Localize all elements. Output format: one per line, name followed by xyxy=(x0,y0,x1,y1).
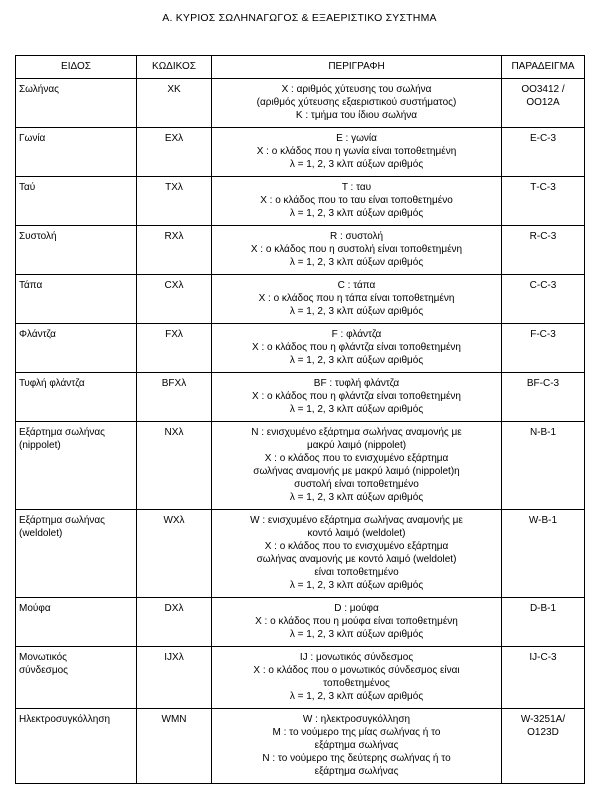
cell-code: RΧλ xyxy=(137,226,212,275)
cell-description-line: Χ : ο κλάδος που το ενισχυμένο εξάρτημα xyxy=(264,453,449,464)
cell-type-line: Φλάντζα xyxy=(19,329,56,340)
cell-type xyxy=(16,373,137,422)
cell-code: WΧλ xyxy=(137,510,212,598)
cell-description-line: Τ : ταυ xyxy=(341,182,372,193)
cell-description-line: σωλήνας αναμονής με μακρύ λαιμό (nippolet)η xyxy=(253,466,460,477)
cell-code: ΕΧλ xyxy=(137,128,212,177)
cell-description-line: Χ : ο κλάδος που η μούφα είναι τοποθετημένη xyxy=(255,616,458,627)
cell-type xyxy=(16,128,137,177)
cell-example-line: BF-C-3 xyxy=(526,378,560,389)
cell-code: BFΧλ xyxy=(137,373,212,422)
cell-description-line: λ = 1, 2, 3 κλπ αύξων αριθμός xyxy=(289,629,424,640)
cell-example-line: Ε-C-3 xyxy=(529,133,557,144)
cell-example-line: W-Β-1 xyxy=(528,515,558,526)
cell-type-line: Εξάρτημα σωλήνας xyxy=(19,427,105,438)
cell-example xyxy=(502,275,585,324)
cell-description-line: Χ : ο κλάδος που η φλάντζα είναι τοποθετημένη xyxy=(252,342,461,353)
cell-description xyxy=(212,647,502,709)
cell-description-line: W : ηλεκτροσυγκόλληση xyxy=(302,714,411,725)
table-row xyxy=(16,226,585,275)
cell-type-line: Ταύ xyxy=(19,182,36,193)
cell-type xyxy=(16,709,137,784)
cell-example xyxy=(502,324,585,373)
cell-type-line: Σωλήνας xyxy=(19,84,59,95)
cell-description xyxy=(212,275,502,324)
column-header-example: ΠΑΡΑΔΕΙΓΜΑ xyxy=(502,56,585,79)
cell-description xyxy=(212,510,502,598)
cell-example xyxy=(502,177,585,226)
cell-example-line: W-3251A/ xyxy=(520,714,566,725)
table-row xyxy=(16,128,585,177)
cell-example xyxy=(502,79,585,128)
cell-description xyxy=(212,128,502,177)
cell-example xyxy=(502,422,585,510)
cell-description-line: Ε : γωνία xyxy=(336,133,377,144)
cell-description-line: Χ : ο κλάδος που το ενισχυμένο εξάρτημα xyxy=(264,541,449,552)
cell-description-line: Χ : ο κλάδος που η φλάντζα είναι τοποθετημένη xyxy=(252,391,461,402)
table-row xyxy=(16,510,585,598)
cell-description-line: BF : τυφλή φλάντζα xyxy=(313,378,400,389)
cell-example-line: IJ-C-3 xyxy=(529,652,557,663)
cell-description-line: λ = 1, 2, 3 κλπ αύξων αριθμός xyxy=(289,306,424,317)
cell-type xyxy=(16,226,137,275)
cell-example xyxy=(502,510,585,598)
cell-description-line: τοποθετημένος xyxy=(323,678,390,689)
cell-type-line: Εξάρτημα σωλήνας xyxy=(19,515,105,526)
cell-description xyxy=(212,79,502,128)
cell-description xyxy=(212,177,502,226)
fittings-code-table xyxy=(15,55,585,784)
cell-description-line: Χ : αριθμός χύτευσης του σωλήνα xyxy=(281,84,432,95)
cell-example-line: D-B-1 xyxy=(529,603,557,614)
cell-code: ΤΧλ xyxy=(137,177,212,226)
column-header-description: ΠΕΡΙΓΡΑΦΗ xyxy=(212,56,502,79)
table-row xyxy=(16,79,585,128)
cell-example-line: O123D xyxy=(527,727,559,738)
cell-description-line: λ = 1, 2, 3 κλπ αύξων αριθμός xyxy=(289,580,424,591)
cell-example xyxy=(502,709,585,784)
table-header-row xyxy=(16,56,585,79)
cell-description-line: R : συστολή xyxy=(329,231,384,242)
cell-type xyxy=(16,324,137,373)
table-row xyxy=(16,177,585,226)
cell-type-line: Γωνία xyxy=(19,133,46,144)
cell-code: CΧλ xyxy=(137,275,212,324)
cell-code: WMN xyxy=(137,709,212,784)
cell-description xyxy=(212,226,502,275)
cell-description-line: σωλήνας αναμονής με κοντό λαιμό (weldolet) xyxy=(256,554,457,565)
cell-example-line: F-C-3 xyxy=(530,329,556,340)
column-header-code: ΚΩΔΙΚΟΣ xyxy=(137,56,212,79)
cell-type-line: (weldolet) xyxy=(19,528,63,539)
cell-description-line: μακρύ λαιμό (nippolet) xyxy=(306,440,407,451)
cell-code: DΧλ xyxy=(137,598,212,647)
cell-description-line: Χ : ο κλάδος που η τάπα είναι τοποθετημένη xyxy=(258,293,455,304)
cell-example-line: Τ-C-3 xyxy=(530,182,556,193)
cell-description-line: IJ : μονωτικός σύνδεσμος xyxy=(299,652,414,663)
cell-code: IJΧλ xyxy=(137,647,212,709)
cell-description-line: Χ : ο κλάδος που το ταυ είναι τοποθετημένο xyxy=(260,195,453,206)
cell-description xyxy=(212,324,502,373)
table-body xyxy=(16,79,585,784)
table-row xyxy=(16,275,585,324)
cell-description xyxy=(212,422,502,510)
cell-description-line: Χ : ο κλάδος που η συστολή είναι τοποθετημένη xyxy=(250,244,463,255)
cell-description-line: Μ : το νούμερο της μίας σωλήνας ή το xyxy=(272,727,441,738)
cell-description-line: Ν : ενισχυμένο εξάρτημα σωλήνας αναμονής με xyxy=(251,427,462,438)
table-row xyxy=(16,324,585,373)
cell-description xyxy=(212,598,502,647)
table-row xyxy=(16,647,585,709)
cell-code: ΧΚ xyxy=(137,79,212,128)
cell-example-line: ΟΟ3412 / xyxy=(521,84,565,95)
cell-code: FΧλ xyxy=(137,324,212,373)
page-title: Α. ΚΥΡΙΟΣ ΣΩΛΗΝΑΓΩΓΟΣ & ΕΞΑΕΡΙΣΤΙΚΟ ΣΥΣΤΗΜΑ xyxy=(162,12,437,24)
cell-description-line: D : μούφα xyxy=(334,603,379,614)
cell-description-line: F : φλάντζα xyxy=(331,329,382,340)
cell-type-line: Μονωτικός xyxy=(19,652,67,663)
cell-description-line: Κ : τμήμα του ίδιου σωλήνα xyxy=(295,110,418,121)
cell-type xyxy=(16,177,137,226)
cell-description-line: C : τάπα xyxy=(337,280,376,291)
cell-description-line: είναι τοποθετημένο xyxy=(314,567,399,578)
cell-description-line: λ = 1, 2, 3 κλπ αύξων αριθμός xyxy=(289,404,424,415)
cell-type xyxy=(16,79,137,128)
cell-type xyxy=(16,510,137,598)
cell-code: ΝΧλ xyxy=(137,422,212,510)
cell-description-line: κοντό λαιμό (weldolet) xyxy=(307,528,406,539)
table-row xyxy=(16,709,585,784)
cell-description-line: Χ : ο κλάδος που ο μονωτικός σύνδεσμος είναι xyxy=(253,665,460,676)
cell-type xyxy=(16,275,137,324)
cell-example xyxy=(502,128,585,177)
cell-type-line: (nippolet) xyxy=(19,440,61,451)
cell-example-line: R-C-3 xyxy=(529,231,557,242)
cell-example xyxy=(502,226,585,275)
cell-description-line: λ = 1, 2, 3 κλπ αύξων αριθμός xyxy=(289,159,424,170)
cell-type xyxy=(16,598,137,647)
cell-description-line: (αριθμός χύτευσης εξαεριστικού συστήματος) xyxy=(256,97,457,108)
column-header-type: ΕΙΔΟΣ xyxy=(16,56,137,79)
table-row xyxy=(16,422,585,510)
cell-type xyxy=(16,647,137,709)
cell-type xyxy=(16,422,137,510)
cell-type-line: Τυφλή φλάντζα xyxy=(19,378,85,389)
cell-description-line: λ = 1, 2, 3 κλπ αύξων αριθμός xyxy=(289,492,424,503)
table-row xyxy=(16,598,585,647)
cell-example-line: C-C-3 xyxy=(529,280,557,291)
cell-type-line: σύνδεσμος xyxy=(19,665,68,676)
cell-example-line: ΟΟ12Α xyxy=(526,97,560,108)
cell-description-line: Ν : το νούμερο της δεύτερης σωλήνας ή το xyxy=(262,753,451,764)
cell-description-line: Χ : ο κλάδος που η γωνία είναι τοποθετημένη xyxy=(256,146,457,157)
cell-description-line: λ = 1, 2, 3 κλπ αύξων αριθμός xyxy=(289,355,424,366)
cell-type-line: Συστολή xyxy=(19,231,57,242)
cell-example xyxy=(502,647,585,709)
cell-example xyxy=(502,598,585,647)
table-row xyxy=(16,373,585,422)
cell-description-line: εξάρτημα σωλήνας xyxy=(314,766,399,777)
cell-description-line: συστολή είναι τοποθετημένο xyxy=(294,479,419,490)
cell-description-line: W : ενισχυμένο εξάρτημα σωλήνας αναμονής με xyxy=(250,515,463,526)
cell-description-line: λ = 1, 2, 3 κλπ αύξων αριθμός xyxy=(289,691,424,702)
cell-type-line: Τάπα xyxy=(19,280,43,291)
cell-description-line: λ = 1, 2, 3 κλπ αύξων αριθμός xyxy=(289,208,424,219)
cell-example xyxy=(502,373,585,422)
cell-description xyxy=(212,373,502,422)
cell-description xyxy=(212,709,502,784)
cell-type-line: Ηλεκτροσυγκόλληση xyxy=(19,714,111,725)
cell-example-line: Ν-Β-1 xyxy=(529,427,557,438)
cell-description-line: λ = 1, 2, 3 κλπ αύξων αριθμός xyxy=(289,257,424,268)
cell-type-line: Μούφα xyxy=(19,603,51,614)
cell-description-line: εξάρτημα σωλήνας xyxy=(314,740,399,751)
